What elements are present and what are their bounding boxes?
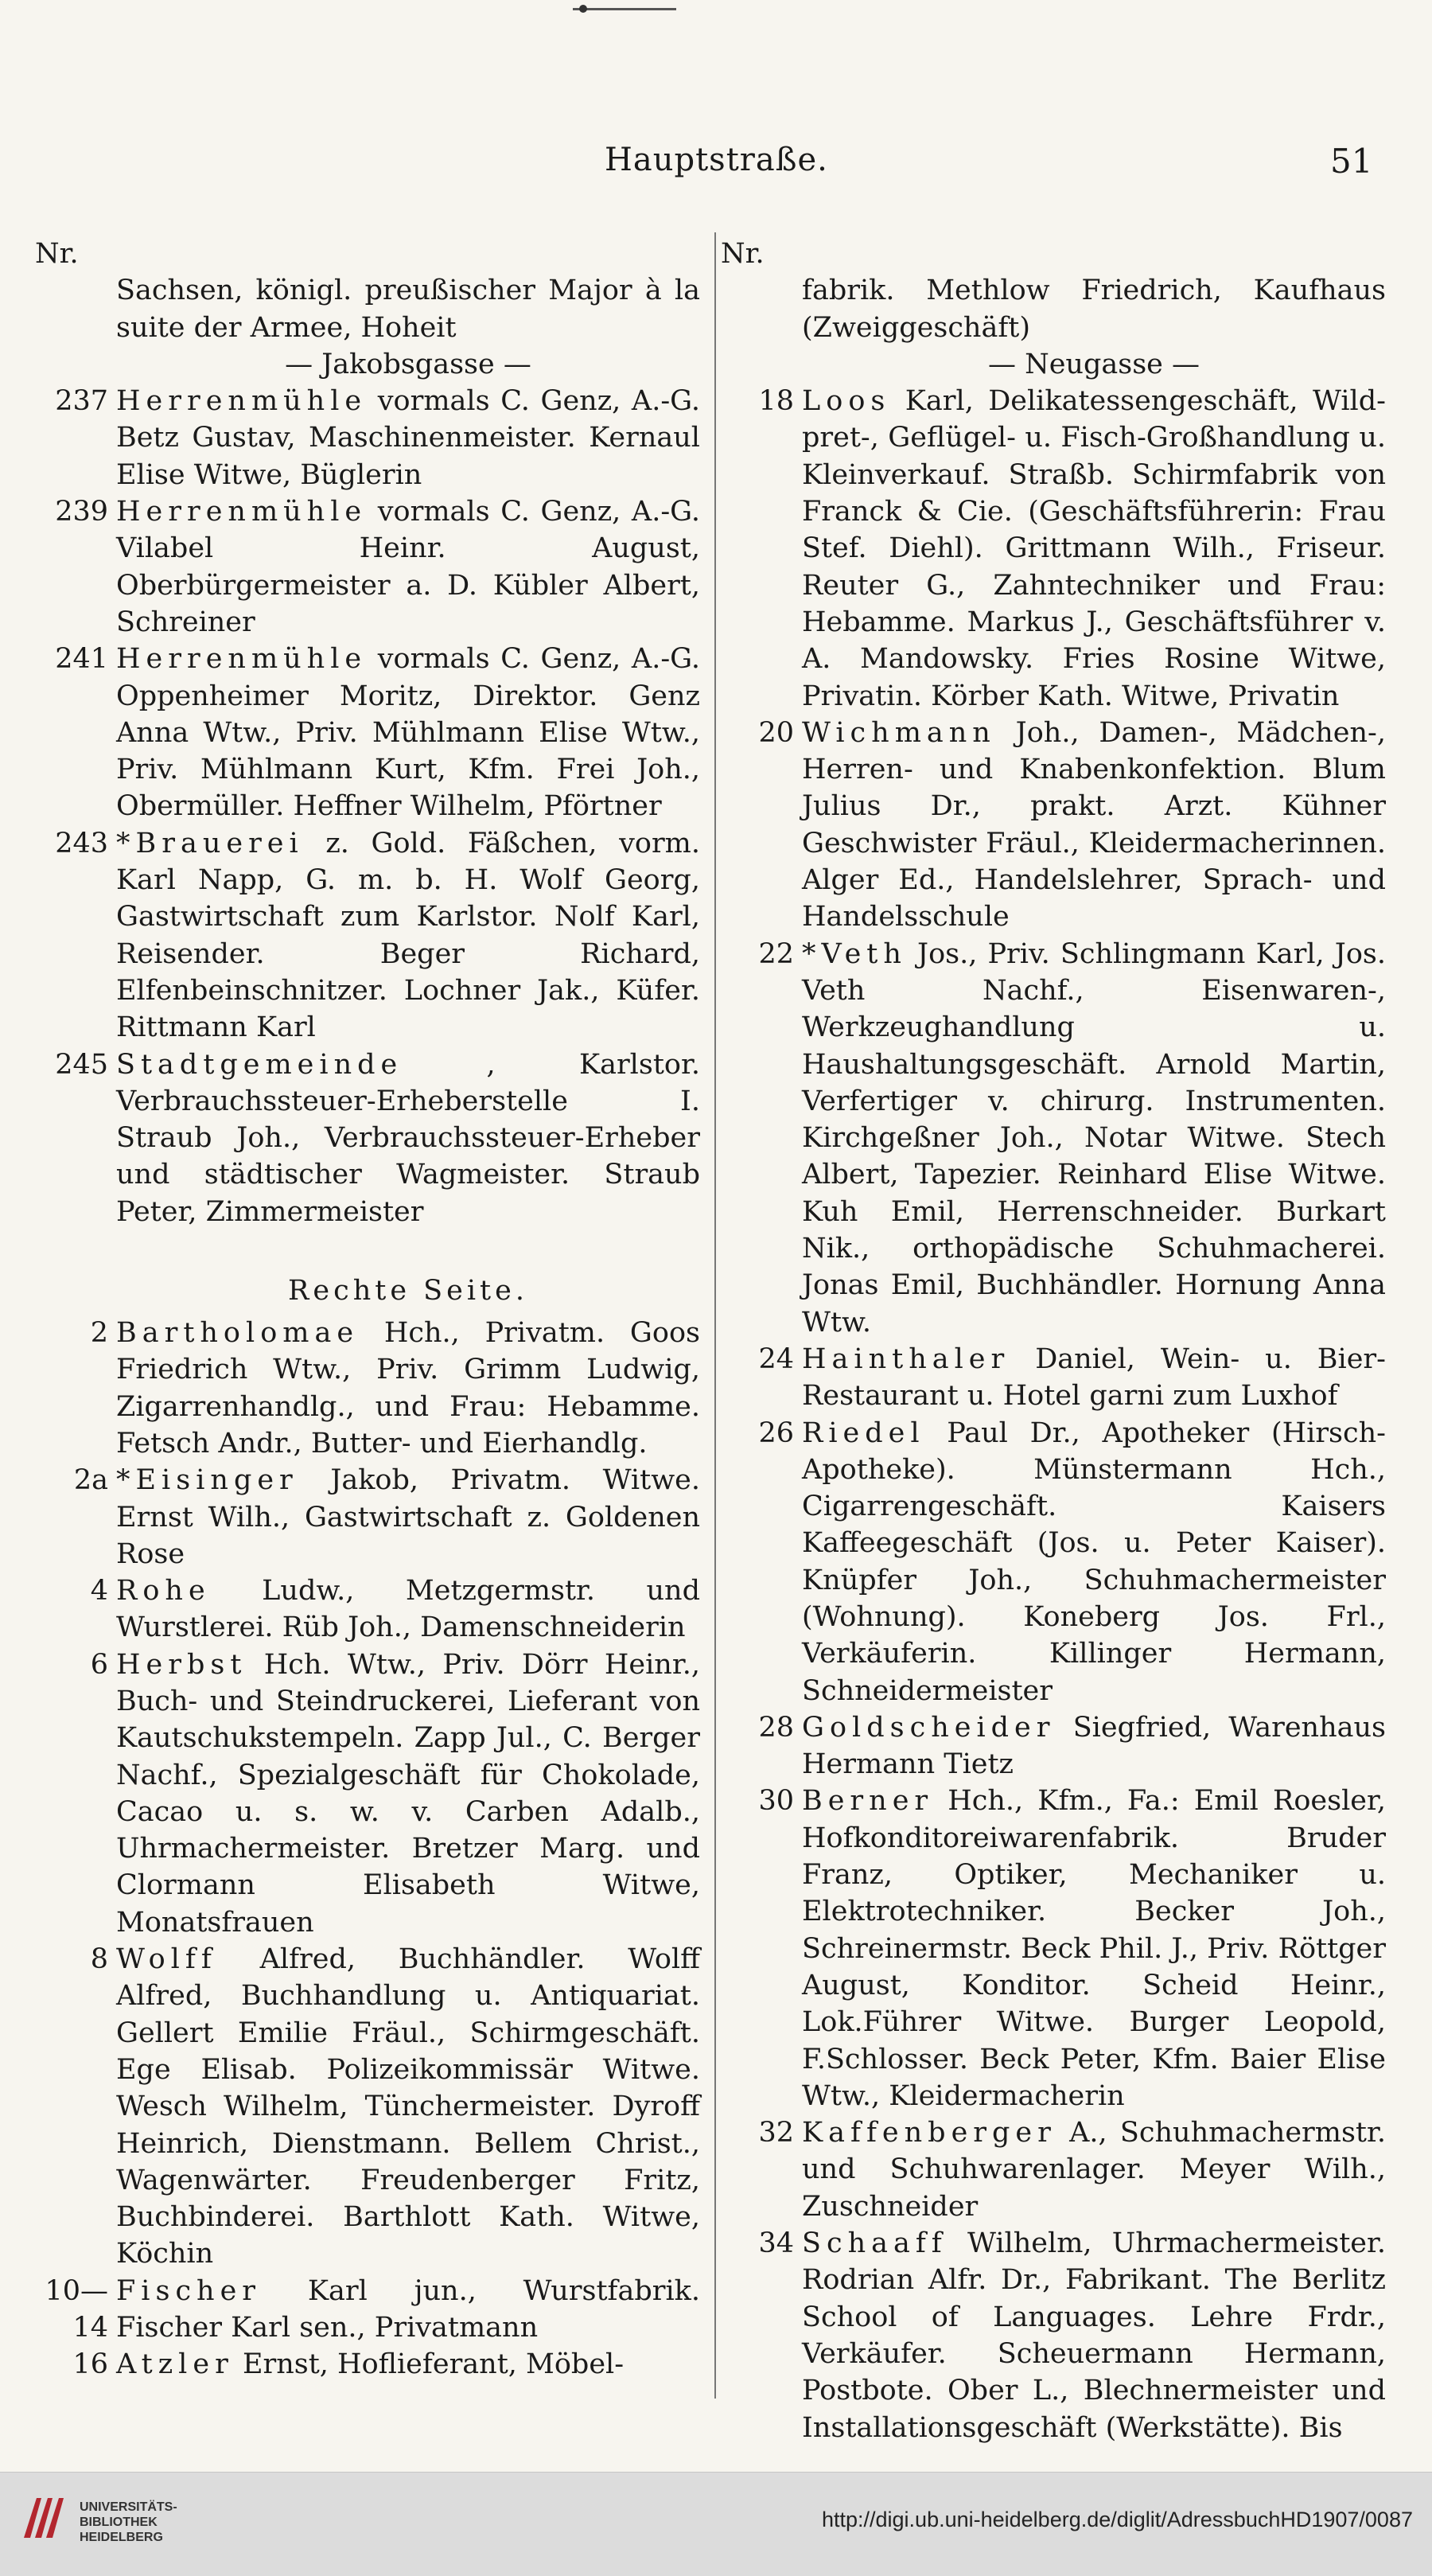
source-url-link[interactable]: http://digi.ub.uni-heidelberg.de/diglit/AdressbuchHD1907/0087 [821, 2508, 1413, 2531]
owner-name: Wolff [116, 1943, 217, 1976]
logo-line-1: UNIVERSITÄTS- [80, 2500, 177, 2514]
house-number: 22 [758, 937, 794, 970]
owner-name: Fischer [116, 2274, 262, 2307]
address-entry [721, 2114, 1386, 2225]
footer-bar [0, 2472, 1432, 2576]
nr-label: Nr. [35, 238, 79, 270]
owner-name: Wichmann [802, 716, 996, 749]
house-number: 18 [758, 385, 794, 418]
address-entry [721, 715, 1386, 936]
address-entry [35, 2273, 700, 2347]
address-entry [721, 1341, 1386, 1415]
house-number: 243 [55, 827, 108, 859]
entry-text: z. Gold. Fäßchen, vorm. Karl Napp, G. m. b. H. Wolf Georg, Gastwirtschaft zum Karlstor. Nolf Karl, Reisender. Beger Richard, Elfenbeinschnitzer. Lochner Jak., Küfer. Rittmann Karl [116, 827, 700, 1044]
owner-name: Riedel [802, 1417, 925, 1449]
address-entry [35, 1647, 700, 1941]
address-entry [35, 1315, 700, 1462]
address-entry [35, 1941, 700, 2273]
house-number: 2a [73, 1464, 108, 1497]
owner-name: Rohe [116, 1575, 211, 1608]
top-scan-dot [579, 5, 587, 13]
house-number: 2 [90, 1317, 108, 1350]
address-entry [35, 1046, 700, 1230]
entry-text: Jos., Priv. Schlingmann Karl, Jos. Veth Nachf., Eisenwaren-, Werkzeughandlung u. Haushaltungsgeschäft. Arnold Martin, Verfertiger v. chirurg. Instrumenten. Kirchgeßner Joh., Notar Witwe. Stech Albert, Tapezier. Reinhard Elise Witwe. Kuh Emil, Herrenschneider. Burkart Nik., orthopädische Schuhmacherei. Jonas Emil, Buchhändler. Hornung Anna Wtw. [802, 937, 1386, 1339]
entry-text: Jakob, Privatm. Witwe. Ernst Wilh., Gastwirtschaft z. Goldenen Rose [116, 1464, 700, 1570]
entry-text: Wilhelm, Uhrmachermeister. Rodrian Alfr. Dr., Fabrikant. The Berlitz School of Languages. Lehre Frdr., Verkäufer. Scheuermann Hermann, Postbote. Ober L., Blechnermeister und Installationsgeschäft (Werkstätte). Bis [802, 2227, 1386, 2444]
owner-name: Berner [802, 1785, 934, 1818]
house-number: 26 [758, 1417, 794, 1449]
address-entry [721, 1709, 1386, 1783]
owner-name: *Brauerei [116, 827, 304, 859]
address-entry [35, 1462, 700, 1572]
entry-text: Daniel, Wein- u. Bier-Restaurant u. Hotel garni zum Luxhof [802, 1343, 1386, 1413]
owner-name: Herrenmühle [116, 643, 368, 676]
right-column [721, 236, 1386, 2446]
address-entry [721, 2225, 1386, 2446]
owner-name: Herbst [116, 1648, 247, 1681]
house-number: 245 [55, 1048, 108, 1081]
left-column [35, 236, 700, 2383]
entry-text: Ludw., Metzgermstr. und Wurstlerei. Rüb Joh., Damenschneiderin [116, 1575, 700, 1644]
entry-text: Alfred, Buchhändler. Wolff Alfred, Buchhandlung u. Antiquariat. Gellert Emilie Fräul., Schirmgeschäft. Ege Elisab. Polizeikommissär Witwe. Wesch Wilhelm, Tünchermeister. Dyroff Heinrich, Dienstmann. Bellem Christ., Wagenwärter. Freudenberger Fritz, Buchbinderei. Barthlott Kath. Witwe, Köchin [116, 1943, 700, 2270]
address-entry [35, 825, 700, 1046]
owner-name: Schaaff [802, 2227, 948, 2260]
continuation-text: Sachsen, königl. preußischer Major à la suite der Armee, Hoheit [116, 275, 700, 344]
page-number: 51 [1330, 142, 1373, 181]
house-number: 8 [90, 1943, 108, 1976]
entry-text: Hch. Wtw., Priv. Dörr Heinr., Buch- und Steindruckerei, Lieferant von Kautschukstempeln. Zapp Jul., C. Berger Nachf., Spezialgeschäft für Chokolade, Cacao u. s. w. v. Carben Adalb., Uhrmachermeister. Bretzer Marg. und Clormann Elisabeth Witwe, Monatsfrauen [116, 1648, 700, 1939]
entry-text: A., Schuhmachermstr. und Schuhwarenlager. Meyer Wilh., Zuschneider [802, 2117, 1386, 2223]
house-number: 4 [90, 1575, 108, 1608]
owner-name: Hainthaler [802, 1343, 1010, 1375]
house-number: 6 [90, 1648, 108, 1681]
entry-text: Ernst, Hoflieferant, Möbel- [242, 2348, 625, 2381]
owner-name: Atzler [116, 2348, 234, 2381]
nr-label: Nr. [721, 238, 765, 270]
address-entry [35, 383, 700, 493]
entry-text: Hch., Kfm., Fa.: Emil Roesler, Hofkonditoreiwarenfabrik. Bruder Franz, Optiker, Mechaniker u. Elektrotechniker. Becker Joh., Schreinermstr. Beck Phil. J., Priv. Röttger August, Konditor. Scheid Heinr., Lok.Führer Witwe. Burger Leopold, F.Schlosser. Beck Peter, Kfm. Baier Elise Wtw., Kleidermacherin [802, 1785, 1386, 2112]
column-divider [714, 232, 716, 2399]
entry-text: Karl, Delikatessengeschäft, Wild-pret-, Geflügel- u. Fisch-Großhandlung u. Kleinverkauf. Straßb. Schirmfabrik von Franck & Cie. (Geschäftsführerin: Frau Stef. Diehl). Grittmann Wilh., Friseur. Reuter G., Zahntechniker und Frau: Hebamme. Markus J., Geschäftsführer v. A. Mandowsky. Fries Rosine Witwe, Privatin. Körber Kath. Witwe, Privatin [802, 385, 1386, 712]
library-logo-text [80, 2500, 177, 2545]
entry-text: vormals C. Genz, A.-G. Betz Gustav, Maschinenmeister. Kernaul Elise Witwe, Büglerin [116, 385, 700, 491]
entry-text: vormals C. Genz, A.-G. Oppenheimer Moritz, Direktor. Genz Anna Wtw., Priv. Mühlmann Elise Wtw., Priv. Mühlmann Kurt, Kfm. Frei Joh., Obermüller. Heffner Wilhelm, Pförtner [116, 643, 700, 823]
library-logo-icon [18, 2492, 70, 2544]
house-number: 16 [72, 2348, 108, 2381]
address-entry [721, 1415, 1386, 1709]
house-number: 24 [758, 1343, 794, 1375]
street-heading: — Neugasse — [987, 348, 1200, 380]
owner-name: *Veth [802, 937, 907, 970]
top-scan-mark [573, 0, 676, 10]
running-title: Hauptstraße. [605, 142, 828, 178]
owner-name: *Eisinger [116, 1464, 298, 1497]
entry-text: vormals C. Genz, A.-G. Vilabel Heinr. August, Oberbürgermeister a. D. Kübler Albert, Schreiner [116, 496, 700, 638]
address-entry [721, 936, 1386, 1341]
house-number: 30 [758, 1785, 794, 1818]
owner-name: Herrenmühle [116, 496, 368, 528]
house-number: 28 [758, 1711, 794, 1744]
entry-text: Joh., Damen-, Mädchen-, Herren- und Knabenkonfektion. Blum Julius Dr., prakt. Arzt. Kühner Geschwister Fräul., Kleidermacherinnen. Alger Ed., Handelslehrer, Sprach- und Handelsschule [802, 716, 1386, 933]
house-number: 32 [758, 2117, 794, 2149]
house-number: 20 [758, 716, 794, 749]
entry-text: Siegfried, Warenhaus Hermann Tietz [802, 1711, 1386, 1781]
entry-text: Paul Dr., Apotheker (Hirsch-Apotheke). Münstermann Hch., Cigarrengeschäft. Kaisers Kaffeegeschäft (Jos. u. Peter Kaiser). Knüpfer Joh., Schuhmachermeister (Wohnung). Koneberg Jos. Frl., Verkäuferin. Killinger Hermann, Schneidermeister [802, 1417, 1386, 1707]
address-entry [721, 1783, 1386, 2114]
section-title: Rechte Seite. [288, 1275, 528, 1307]
address-entry [35, 2346, 700, 2383]
address-entry [35, 493, 700, 641]
house-number: 241 [55, 643, 108, 676]
logo-line-3: HEIDELBERG [80, 2531, 163, 2544]
owner-name: Bartholomae [116, 1317, 360, 1350]
address-entry [35, 641, 700, 824]
page-header [0, 142, 1432, 189]
address-entry [35, 1572, 700, 1647]
entry-text: Hch., Privatm. Goos Friedrich Wtw., Priv. Grimm Ludwig, Zigarrenhandlg., und Frau: Hebamme. Fetsch Andr., Butter- und Eierhandlg. [116, 1317, 700, 1459]
owner-name: Kaffenberger [802, 2117, 1056, 2149]
street-heading: — Jakobsgasse — [285, 348, 531, 380]
address-entry [721, 383, 1386, 715]
owner-name: Loos [802, 385, 891, 418]
house-number: 10—14 [45, 2274, 108, 2344]
house-number: 34 [758, 2227, 794, 2260]
house-number: 237 [55, 385, 108, 418]
owner-name: Goldscheider [802, 1711, 1056, 1744]
logo-line-2: BIBLIOTHEK [80, 2516, 158, 2529]
entry-text: Karl jun., Wurstfabrik. Fischer Karl sen., Privatmann [116, 2274, 700, 2344]
entry-text: , Karlstor. Verbrauchssteuer-Erheberstelle I. Straub Joh., Verbrauchssteuer-Erheber und städtischer Wagmeister. Straub Peter, Zimmermeister [116, 1048, 700, 1228]
owner-name: Stadtgemeinde [116, 1048, 403, 1081]
house-number: 239 [55, 496, 108, 528]
continuation-text: fabrik. Methlow Friedrich, Kaufhaus (Zweiggeschäft) [802, 275, 1386, 344]
owner-name: Herrenmühle [116, 385, 368, 418]
